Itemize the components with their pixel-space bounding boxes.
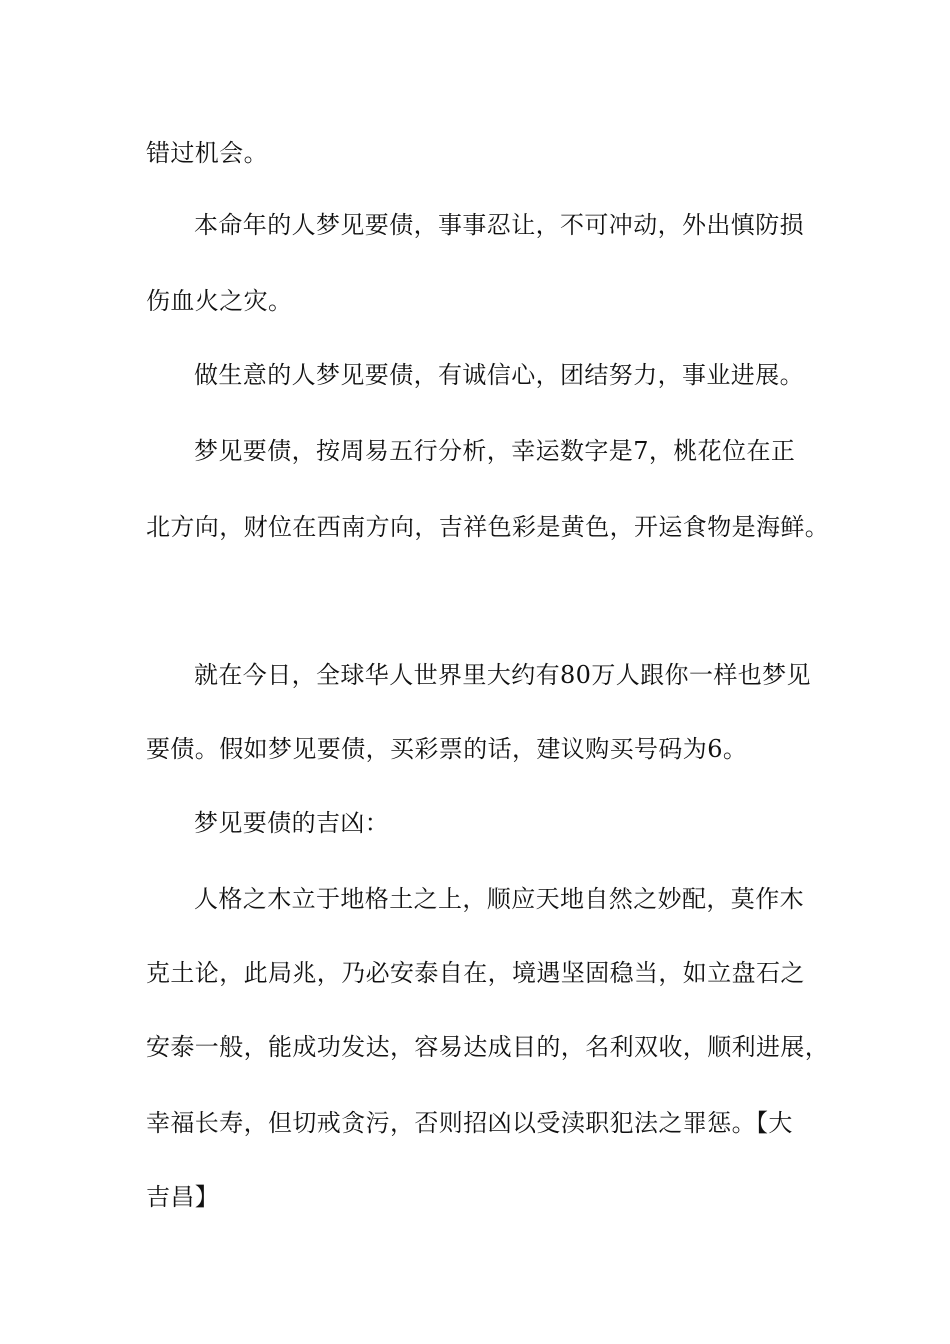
text-line-14: 吉昌】 xyxy=(146,1183,220,1211)
text-line-6: 北方向，财位在西南方向，吉祥色彩是黄色，开运食物是海鲜。 xyxy=(146,513,830,541)
paragraph-personality: 人格之木立于地格土之上，顺应天地自然之妙配，莫作木 xyxy=(194,885,804,913)
text-line-1: 错过机会。 xyxy=(146,139,268,167)
paragraph-zodiac-year: 本命年的人梦见要债，事事忍让，不可冲动，外出慎防损 xyxy=(194,211,804,239)
paragraph-lucky-number: 梦见要债，按周易五行分析，幸运数字是7，桃花位在正 xyxy=(194,437,796,465)
text-line-13: 幸福长寿，但切戒贪污，否则招凶以受渎职犯法之罪惩。【大 xyxy=(146,1109,793,1137)
section-heading-fortune: 梦见要债的吉凶： xyxy=(194,809,390,837)
text-line-12: 安泰一般，能成功发达，容易达成目的，名利双收，顺利进展， xyxy=(146,1033,830,1061)
text-line-3: 伤血火之灾。 xyxy=(146,287,293,315)
paragraph-today: 就在今日，全球华人世界里大约有80万人跟你一样也梦见 xyxy=(194,661,811,689)
text-line-8: 要债。假如梦见要债，买彩票的话，建议购买号码为6。 xyxy=(146,735,748,763)
text-line-11: 克土论，此局兆，乃必安泰自在，境遇坚固稳当，如立盘石之 xyxy=(146,959,805,987)
paragraph-business: 做生意的人梦见要债，有诚信心，团结努力，事业进展。 xyxy=(194,361,804,389)
